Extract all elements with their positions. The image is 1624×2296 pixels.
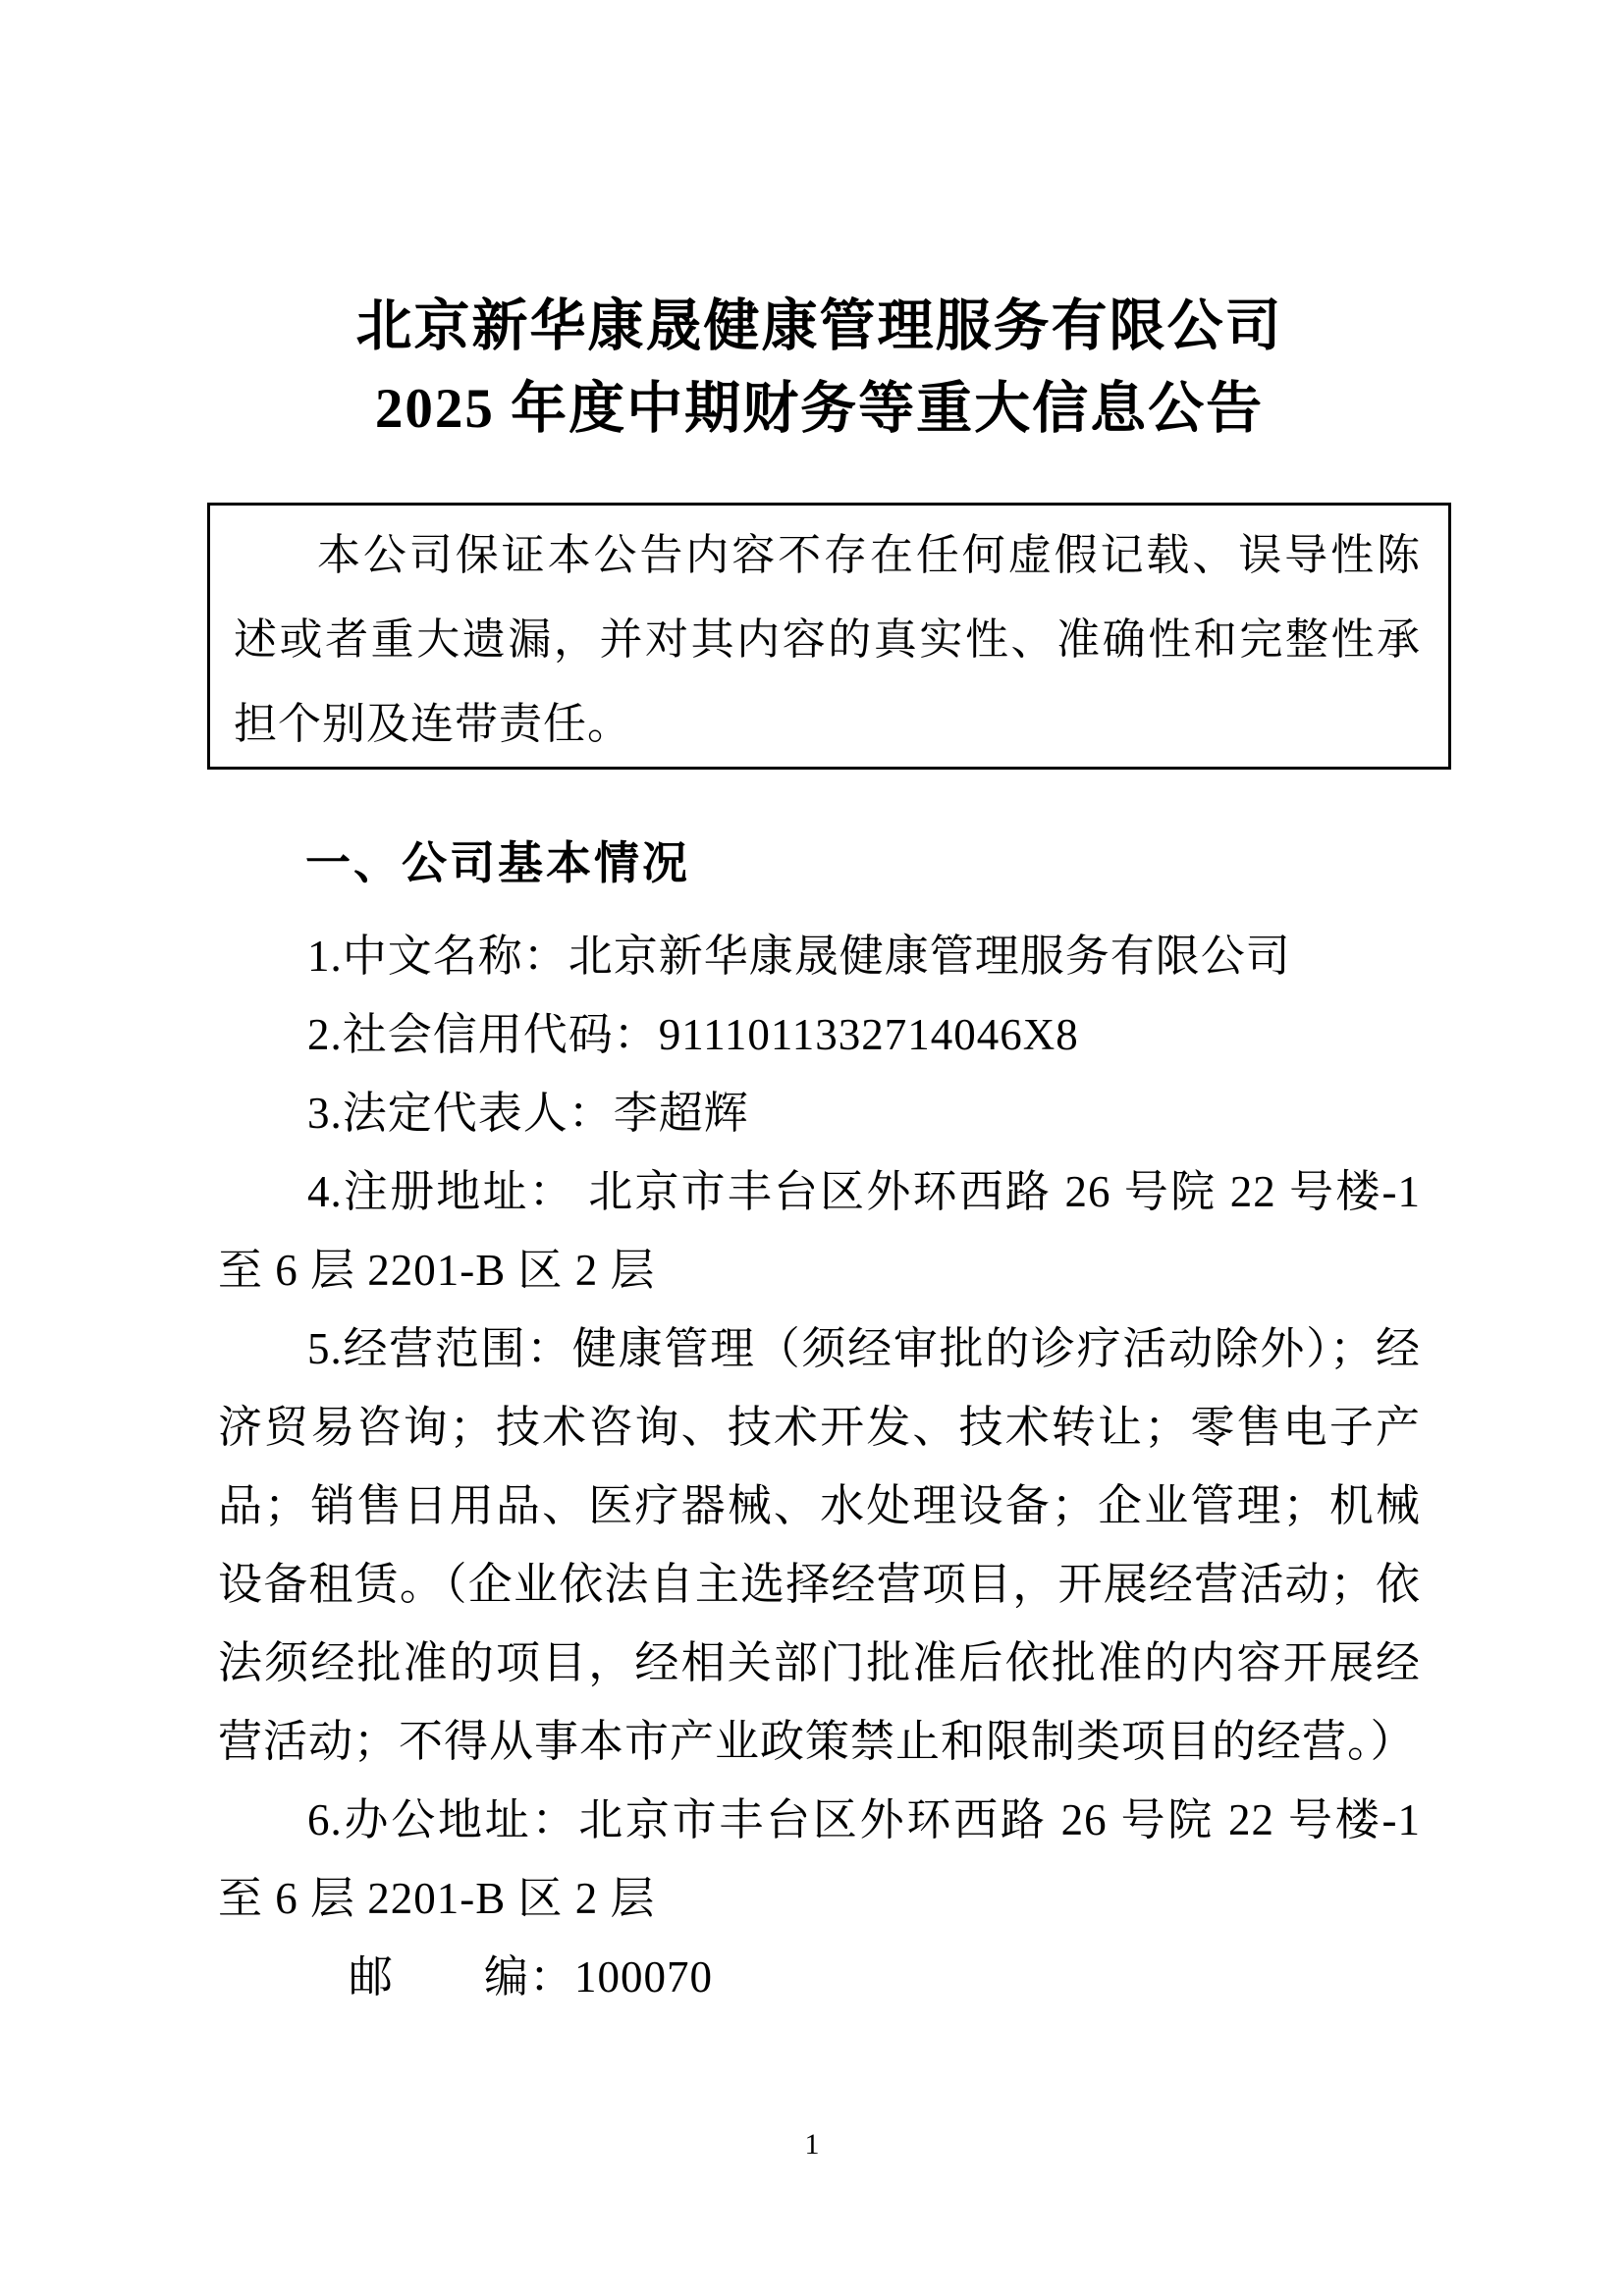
document-content — [218, 0, 1421, 2016]
document-title — [218, 286, 1421, 451]
item-legal-representative: 3.法定代表人：李超辉 — [307, 1089, 749, 1138]
page-number: 1 — [804, 2128, 820, 2161]
disclaimer-box — [207, 503, 1451, 770]
section-heading-company-basic-info: 一、公司基本情况 — [305, 837, 690, 888]
item-postal-code: 邮 编：100070 — [349, 1952, 714, 2002]
item-registered-address: 4.注册地址： 北京市丰台区外环西路 26 号院 22 号楼-1 至 6 层 2201-B 区 2 层 — [218, 1167, 1421, 1295]
document-title-line2: 2025 年度中期财务等重大信息公告 — [374, 378, 1265, 440]
item-credit-code: 2.社会信用代码：9111011332714046X8 — [307, 1010, 1079, 1059]
item-business-scope: 5.经营范围：健康管理（须经审批的诊疗活动除外）；经济贸易咨询；技术咨询、技术开发、技术转让；零售电子产品；销售日用品、医疗器械、水处理设备；企业管理；机械设备租赁。（企业依法自主选择经营项目，开展经营活动；依法须经批准的项目，经相关部门批准后依批准的内容开展经营活动；不得从事本市产业政策禁止和限制类项目的经营。） — [218, 1324, 1421, 1766]
item-office-address: 6.办公地址：北京市丰台区外环西路 26 号院 22 号楼-1 至 6 层 2201-B 区 2 层 — [218, 1795, 1421, 1923]
disclaimer-text: 本公司保证本公告内容不存在任何虚假记载、误导性陈述或者重大遗漏，并对其内容的真实性、准确性和完整性承担个别及连带责任。 — [234, 531, 1421, 748]
document-title-line1: 北京新华康晟健康管理服务有限公司 — [355, 295, 1283, 357]
item-chinese-name: 1.中文名称：北京新华康晟健康管理服务有限公司 — [307, 932, 1291, 981]
company-info-list — [218, 917, 1421, 2016]
